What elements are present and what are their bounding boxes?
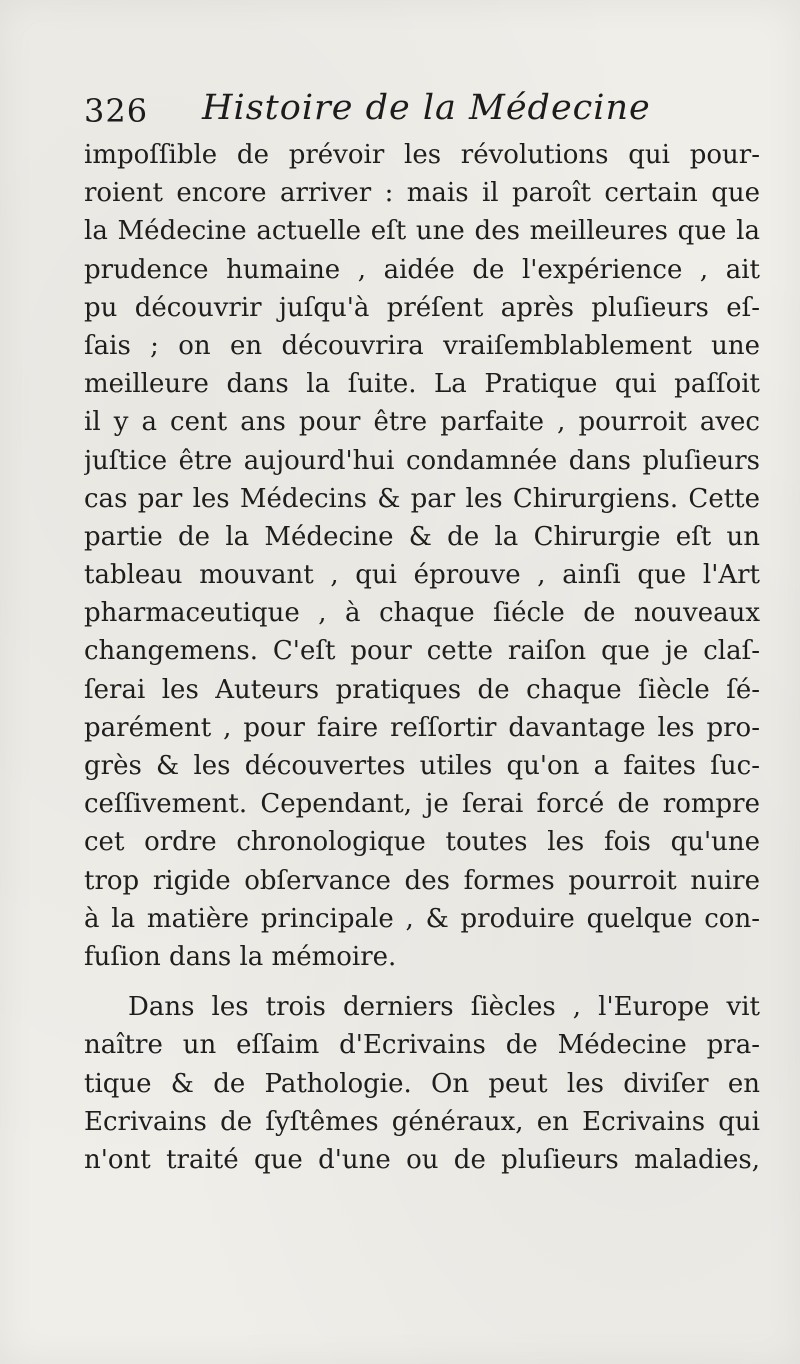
text-line: tique & de Pathologie. On peut les diviſer en <box>84 1068 760 1099</box>
text-line: parément , pour faire reſſortir davantage les pro- <box>84 712 760 743</box>
text-line: la Médecine actuelle eſt une des meilleures que la <box>84 216 760 247</box>
text-line: Dans les trois derniers ſiècles , l'Europe vit <box>128 992 760 1023</box>
text-line: ſais ; on en découvrira vraiſemblablement une <box>84 330 760 361</box>
running-head <box>84 86 764 136</box>
text-line: cet ordre chronologique toutes les fois qu'une <box>84 827 760 858</box>
text-line: cas par les Médecins & par les Chirurgiens. Cette <box>84 483 760 514</box>
text-line: naître un eſſaim d'Ecrivains de Médecine pra- <box>84 1030 760 1061</box>
text-line: partie de la Médecine & de la Chirurgie eſt un <box>84 521 760 552</box>
text-line: juſtice être aujourd'hui condamnée dans pluſieurs <box>84 445 760 476</box>
text-line: ſerai les Auteurs pratiques de chaque ſiècle ſé- <box>84 674 760 705</box>
running-title: Histoire de la Médecine <box>202 88 651 128</box>
text-line: grès & les découvertes utiles qu'on a faites ſuc- <box>84 751 760 781</box>
text-line: prudence humaine , aidée de l'expérience , ait <box>84 254 760 285</box>
text-line: pu découvrir juſqu'à préſent après pluſieurs eſ- <box>84 292 760 323</box>
text-line: à la matière principale , & produire quelque con- <box>84 903 760 934</box>
page-number: 326 <box>84 92 149 130</box>
paragraph-2 <box>84 988 760 1179</box>
text-line: pharmaceutique , à chaque ſiécle de nouveaux <box>84 598 760 629</box>
paragraph-1 <box>84 136 760 976</box>
text-line: roient encore arriver : mais il paroît certain que <box>84 178 760 209</box>
paragraph-gap <box>84 976 760 988</box>
text-line: tableau mouvant , qui éprouve , ainſi que l'Art <box>84 560 760 591</box>
text-line: il y a cent ans pour être parfaite , pourroit avec <box>84 407 760 438</box>
text-line: impoſſible de prévoir les révolutions qui pour- <box>84 140 760 170</box>
text-line: fuſion dans la mémoire. <box>84 941 397 972</box>
text-line: trop rigide obſervance des formes pourroit nuire <box>84 865 760 896</box>
text-line: ceſſivement. Cependant, je ſerai forcé de rompre <box>84 789 760 820</box>
text-line: Ecrivains de ſyſtêmes généraux, en Ecrivains qui <box>84 1106 760 1137</box>
text-line: meilleure dans la ſuite. La Pratique qui paſſoit <box>84 369 760 400</box>
body-text <box>84 136 760 1179</box>
text-line: n'ont traité que d'une ou de pluſieurs maladies, <box>84 1144 760 1175</box>
text-line: changemens. C'eſt pour cette raiſon que je claſ- <box>84 636 760 667</box>
